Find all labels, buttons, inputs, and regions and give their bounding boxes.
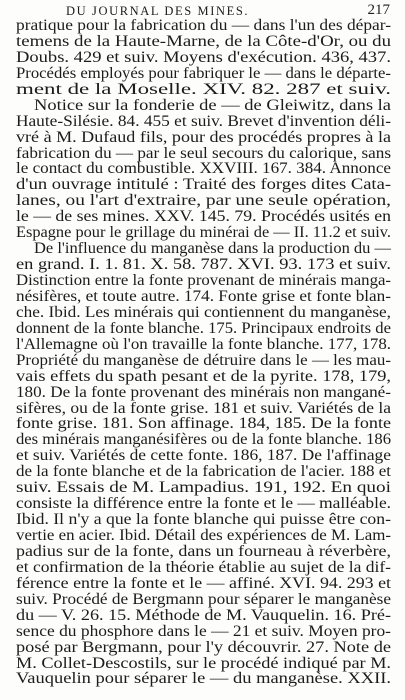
text-line-content: vertie en acier. Ibid. Détail des expériences de M. Lam- xyxy=(16,527,391,544)
text-line-content: lanes, ou l'art d'extraire, par une seule opération, xyxy=(16,192,391,210)
text-line-content: consiste la différence entre la fonte et le — malléable. xyxy=(16,495,391,513)
text-line-content: Notice sur la fonderie de — de Gleiwitz, dans la xyxy=(34,96,391,114)
text-line-content: du — V. 26. 15. Méthode de M. Vauquelin. 16. Pré- xyxy=(16,606,392,624)
text-line xyxy=(0,273,405,289)
text-line xyxy=(0,18,405,34)
text-line-content: suiv. Essais de M. Lampadius. 191, 192. En quoi xyxy=(16,479,391,497)
text-line-content: sence du phosphore dans le — 21 et suiv. Moyen pro- xyxy=(16,622,391,640)
text-line-content: en grand. I. 1. 81. X. 58. 787. XVI. 93. 173 et suiv. xyxy=(16,256,391,274)
text-line xyxy=(0,608,405,624)
text-line-content: et confirmation de la théorie établie au sujet de la dif- xyxy=(16,558,391,576)
text-line-content: temens de la Haute-Marne, de la Côte-d'Or, ou du xyxy=(16,32,392,50)
text-line xyxy=(0,82,405,98)
text-line-content: ment de la Moselle. XIV. 82. 287 et suiv. xyxy=(16,80,391,98)
text-line-content: Haute-Silésie. 84. 455 et suiv. Brevet d'invention déli- xyxy=(16,112,391,130)
text-line-content: Propriété du manganèse de détruire dans le — les mau- xyxy=(16,351,391,369)
text-line xyxy=(0,448,405,464)
text-line-content: de la fonte blanche et de la fabrication de l'acier. 188 et xyxy=(16,463,391,481)
text-line-content: fabrication du — par le seul secours du calorique, sans xyxy=(16,144,392,162)
text-line xyxy=(0,432,405,448)
text-line-content: Vauquelin pour séparer le — du manganèse. XXII. xyxy=(16,670,391,688)
text-line xyxy=(0,225,405,241)
text-line-content: Espagne pour le grillage du minérai de — II. 11.2 et suiv. xyxy=(16,224,391,242)
text-line xyxy=(0,34,405,50)
text-line xyxy=(0,624,405,640)
text-line-content: sifères, ou de la fonte grise. 181 et suiv. Variétés de la xyxy=(16,399,391,417)
text-line xyxy=(0,305,405,321)
text-line xyxy=(0,464,405,480)
text-line-content: M. Collet-Descostils, sur le procédé indiqué par M. xyxy=(16,654,392,672)
text-line xyxy=(0,480,405,496)
text-line xyxy=(0,321,405,337)
text-line-content: férence entre la fonte et le — affiné. XVI. 94. 293 et xyxy=(16,574,391,592)
text-line-content: vais effets du spath pesant et de la pyrite. 178, 179, xyxy=(16,367,392,385)
index-entry-text xyxy=(0,18,405,687)
text-line xyxy=(0,114,405,130)
text-line xyxy=(0,528,405,544)
text-line-content: d'un ouvrage intitulé : Traité des forges dites Cata- xyxy=(16,176,391,194)
text-line-content: et suiv. Variétés de cette fonte. 186, 187. De l'affinage xyxy=(16,447,391,465)
text-line xyxy=(0,656,405,672)
text-line-content: Distinction entre la fonte provenant de minérais manga- xyxy=(16,272,391,289)
text-line-content: che. Ibid. Les minérais qui contiennent du manganèse, xyxy=(16,303,391,321)
text-line-content: des minérais manganésifères ou de la fonte blanche. 186 xyxy=(16,431,391,449)
text-line xyxy=(0,241,405,257)
text-line-content: le — de ses mines. XXV. 145. 79. Procédés usités en xyxy=(16,208,391,226)
text-line xyxy=(0,177,405,193)
text-line xyxy=(0,560,405,576)
text-line xyxy=(0,385,405,401)
text-line-content: l'Allemagne où l'on travaille la fonte blanche. 177, 178. xyxy=(16,335,391,353)
text-line-content: posé par Bergmann, pour l'y découvrir. 27. Note de xyxy=(16,638,391,656)
text-line-content: suiv. Procédé de Bergmann pour séparer le manganèse xyxy=(16,590,391,608)
text-line xyxy=(0,576,405,592)
text-line xyxy=(0,640,405,656)
text-line-content: pratique pour la fabrication du — dans l'un des dépar- xyxy=(16,17,391,34)
text-line xyxy=(0,66,405,82)
text-line xyxy=(0,161,405,177)
text-line xyxy=(0,671,405,687)
text-line-content: fonte grise. 181. Son affinage. 184, 185. De la fonte xyxy=(16,415,391,433)
text-line xyxy=(0,369,405,385)
text-line-content: Procédés employés pour fabriquer le — dans le départe- xyxy=(16,64,391,82)
text-line xyxy=(0,337,405,353)
running-title: DU JOURNAL DES MINES. xyxy=(66,4,250,18)
text-line xyxy=(0,289,405,305)
text-line-content: Doubs. 429 et suiv. Moyens d'exécution. 436, 437. xyxy=(16,48,391,66)
text-line xyxy=(0,146,405,162)
text-line-content: De l'influence du manganèse dans la production du — xyxy=(34,240,391,258)
text-line-content: padius sur de la fonte, dans un fourneau à réverbère, xyxy=(16,542,391,560)
text-line-content: 180. De la fonte provenant des minérais non mangané- xyxy=(16,383,391,401)
text-line xyxy=(0,98,405,114)
text-line xyxy=(0,416,405,432)
text-line xyxy=(0,512,405,528)
text-line xyxy=(0,544,405,560)
text-line-content: donnent de la fonte blanche. 175. Principaux endroits de xyxy=(16,319,391,337)
page-number: 217 xyxy=(367,2,390,18)
text-line xyxy=(0,592,405,608)
text-line-content: vré à M. Dufaud fils, pour des procédés propres à la xyxy=(16,128,391,146)
text-line xyxy=(0,257,405,273)
text-line xyxy=(0,401,405,417)
text-line-content: Ibid. Il n'y a que la fonte blanche qui puisse être con- xyxy=(16,511,391,529)
text-line-content: le contact du combustible. XXVIII. 167. 384. Annonce xyxy=(16,160,391,178)
text-line xyxy=(0,50,405,66)
text-line xyxy=(0,193,405,209)
text-line xyxy=(0,496,405,512)
text-line xyxy=(0,353,405,369)
text-line-content: nésifères, et toute autre. 174. Fonte grise et fonte blan- xyxy=(16,287,391,305)
text-line xyxy=(0,209,405,225)
text-line xyxy=(0,130,405,146)
